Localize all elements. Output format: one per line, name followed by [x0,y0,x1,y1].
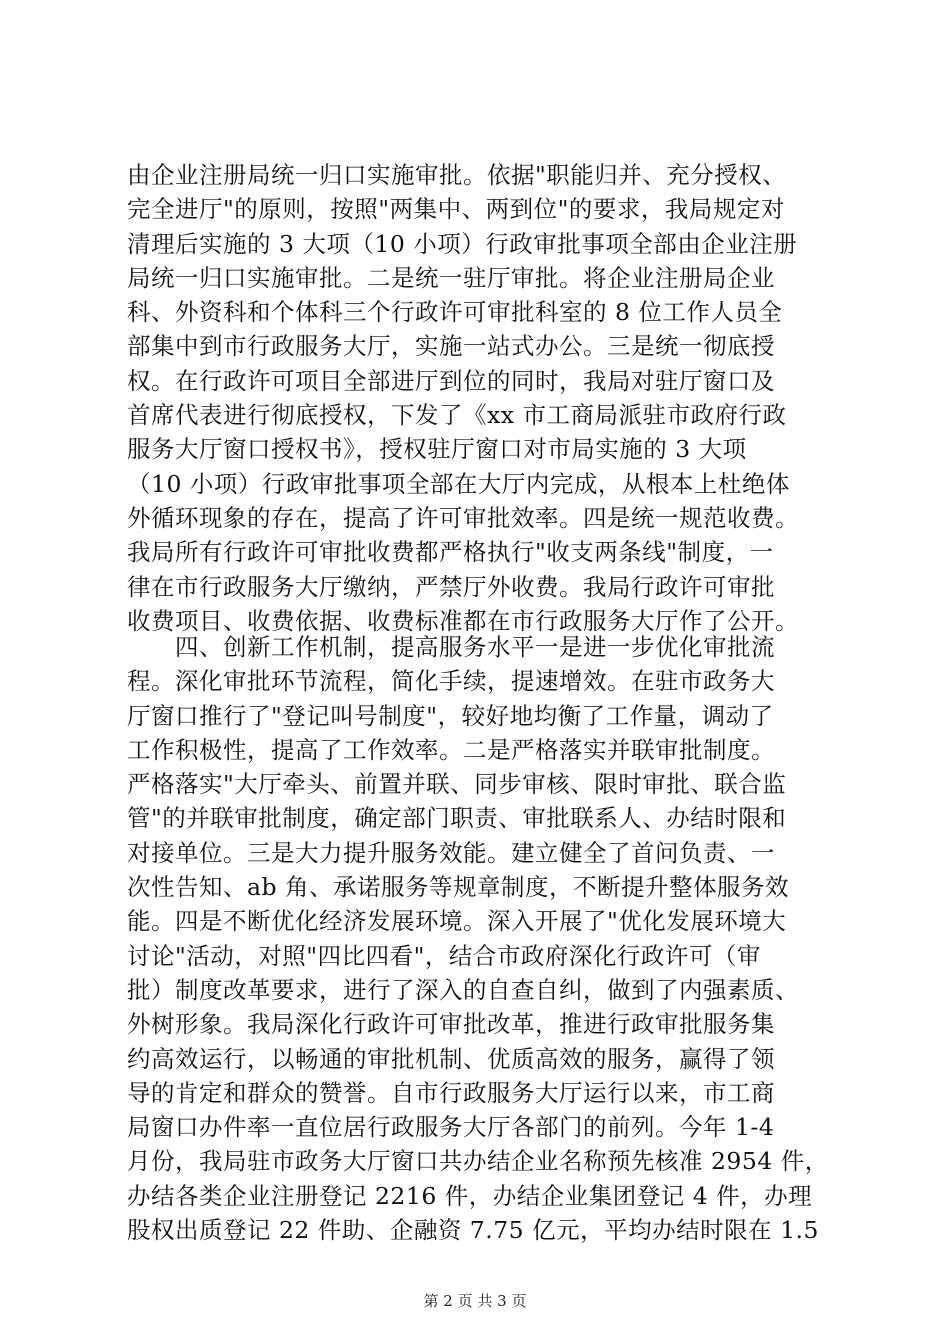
text-line: 次性告知、ab 角、承诺服务等规章制度，不断提升整体服务效 [127,873,790,902]
text-line: 月份，我局驻市政务大厅窗口共办结企业名称预先核准 2954 件， [127,1147,829,1176]
text-line: 厅窗口推行了"登记叫号制度"，较好地均衡了工作量，调动了 [127,701,774,730]
page-footer: 第 2 页 共 3 页 [423,1292,527,1310]
text-line: 严格落实"大厅牵头、前置并联、同步审核、限时审批、联合监 [127,770,787,799]
paragraph-1 [127,158,855,638]
text-line: 对接单位。三是大力提升服务效能。建立健全了首问负责、一 [127,838,775,867]
text-line: 律在市行政服务大厅缴纳，严禁厅外收费。我局行政许可审批 [127,572,775,601]
text-line: 能。四是不断优化经济发展环境。深入开展了"优化发展环境大 [127,907,787,936]
text-line: 部集中到市行政服务大厅，实施一站式办公。三是统一彻底授 [127,332,775,361]
text-line: 服务大厅窗口授权书》，授权驻厅窗口对市局实施的 3 大项 [127,435,747,464]
text-line: 完全进厅"的原则，按照"两集中、两到位"的要求，我局规定对 [127,195,785,224]
text-line: （10 小项）行政审批事项全部在大厅内完成，从根本上杜绝体 [127,469,790,498]
text-line: 导的肯定和群众的赞誉。自市行政服务大厅运行以来，市工商 [127,1078,775,1107]
text-line: 程。深化审批环节流程，简化手续，提速增效。在驻市政务大 [127,667,775,696]
text-line: 工作积极性，提高了工作效率。二是严格落实并联审批制度。 [127,735,775,764]
text-line: 约高效运行，以畅通的审批机制、优质高效的服务，赢得了领 [127,1044,775,1073]
text-line: 由企业注册局统一归口实施审批。依据"职能归并、充分授权、 [127,161,787,189]
text-line: 讨论"活动，对照"四比四看"，结合市政府深化行政许可（审 [127,941,761,970]
text-line: 我局所有行政许可审批收费都严格执行"收支两条线"制度，一 [127,538,774,567]
text-line: 权。在行政许可项目全部进厅到位的同时，我局对驻厅窗口及 [127,366,775,395]
text-line: 局窗口办件率一直位居行政服务大厅各部门的前列。今年 1-4 [127,1113,775,1142]
text-line: 管"的并联审批制度，确定部门职责、审批联系人、办结时限和 [127,804,787,833]
text-line: 科、外资科和个体科三个行政许可审批科室的 8 位工作人员全 [127,298,783,327]
text-line: 四、创新工作机制，提高服务水平一是进一步优化审批流 [127,633,775,661]
paragraph-2 [127,630,855,1247]
text-line: 外树形象。我局深化行政许可审批改革，推进行政审批服务集 [127,1010,775,1039]
text-line: 收费项目、收费依据、收费标准都在市行政服务大厅作了公开。 [127,606,799,635]
text-line: 股权出质登记 22 件助、企融资 7.75 亿元，平均办结时限在 1.5 [127,1216,819,1245]
text-line: 首席代表进行彻底授权，下发了《xx 市工商局派驻市政府行政 [127,401,787,430]
text-line: 局统一归口实施审批。二是统一驻厅审批。将企业注册局企业 [127,263,775,292]
text-line: 清理后实施的 3 大项（10 小项）行政审批事项全部由企业注册 [127,229,798,258]
text-line: 办结各类企业注册登记 2216 件，办结企业集团登记 4 件，办理 [127,1181,813,1210]
text-line: 批）制度改革要求，进行了深入的自查自纠，做到了内强素质、 [127,975,799,1004]
text-line: 外循环现象的存在，提高了许可审批效率。四是统一规范收费。 [127,503,799,532]
